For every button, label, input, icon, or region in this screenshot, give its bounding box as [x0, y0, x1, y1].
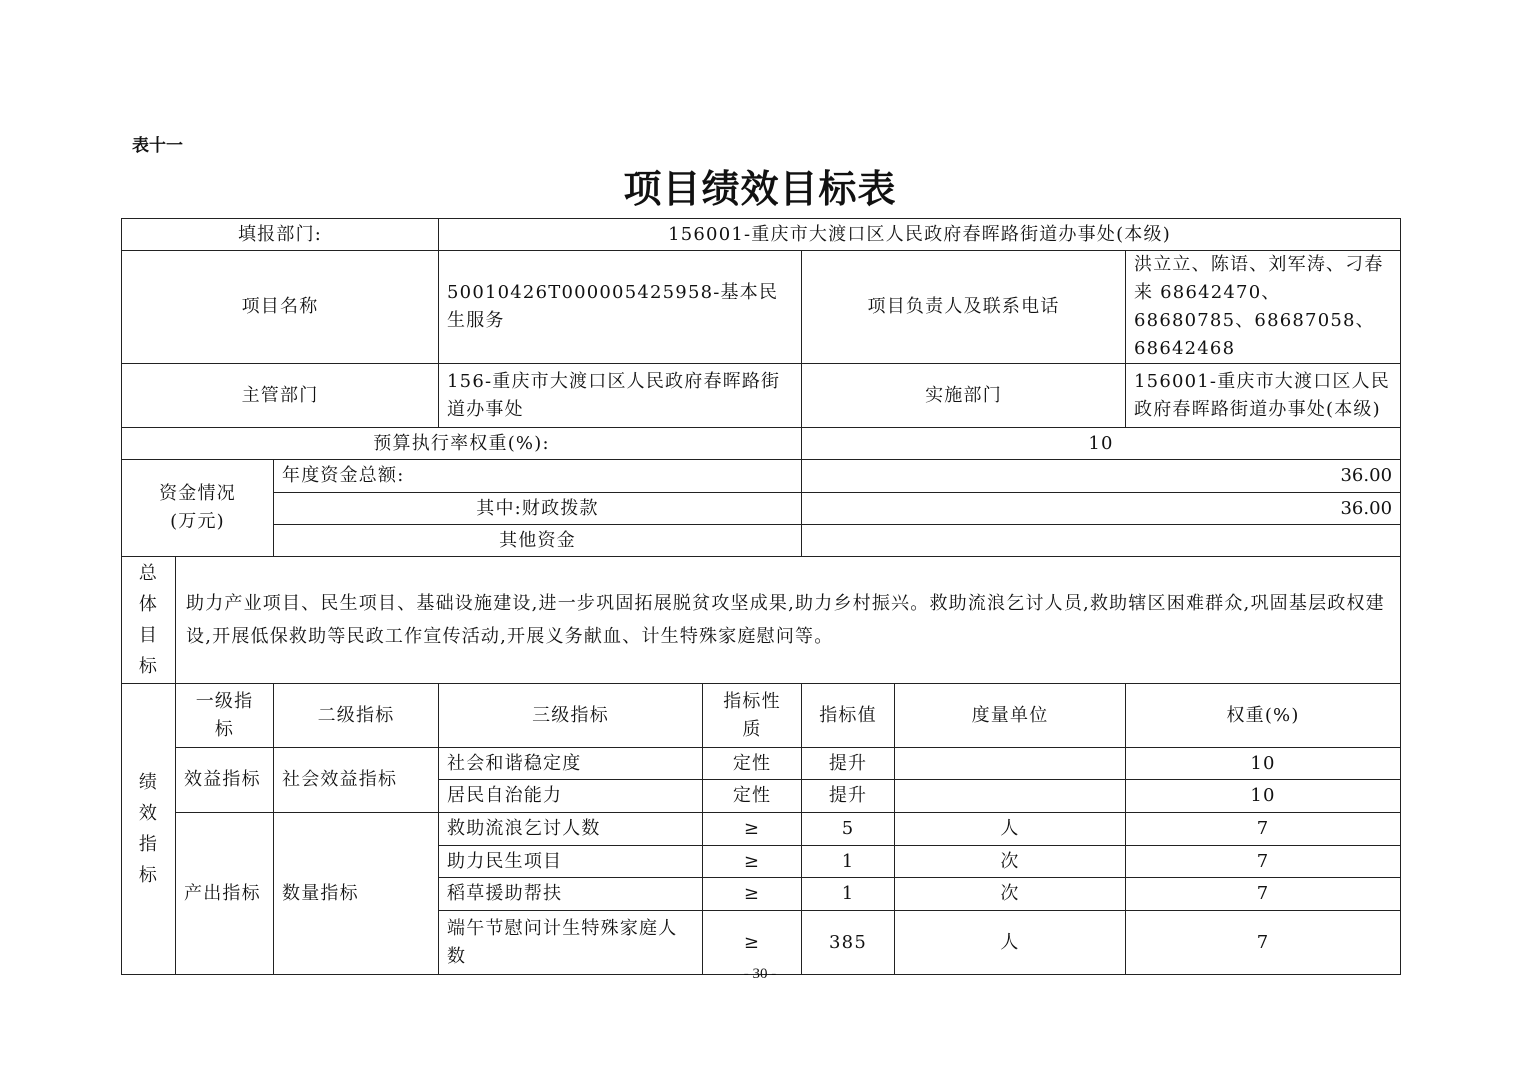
indicator-nature: ≥: [703, 878, 802, 911]
level2-social-benefit: 社会效益指标: [274, 748, 439, 813]
funds-total-row: [122, 460, 1401, 493]
overall-goal-label: [122, 557, 176, 684]
document-title: 项目绩效目标表: [623, 166, 897, 211]
reporting-dept-value: 156001-重庆市大渡口区人民政府春晖路街道办事处(本级): [439, 219, 1401, 251]
overall-goal-label-char: 总: [138, 563, 159, 584]
column-header-nature: 指标性质: [703, 684, 802, 748]
funds-fiscal-value: 36.00: [802, 493, 1401, 525]
indicator-section-label-char: 指: [138, 834, 159, 855]
contact-value: 洪立立、陈语、刘军涛、刁春来 68642470、68680785、68687058、68642468: [1126, 251, 1401, 364]
reporting-dept-label: 填报部门:: [122, 219, 439, 251]
indicator-unit: [895, 748, 1126, 780]
indicator-value: 提升: [802, 748, 895, 780]
project-name-label: 项目名称: [122, 251, 439, 364]
level3-indicator: 稻草援助帮扶: [439, 878, 703, 911]
column-header-unit: 度量单位: [895, 684, 1126, 748]
indicator-nature: 定性: [703, 748, 802, 780]
project-name-value: 50010426T000005425958-基本民生服务: [439, 251, 802, 364]
indicator-value: 5: [802, 813, 895, 846]
column-header-weight: 权重(%): [1126, 684, 1401, 748]
budget-weight-value: 10: [802, 428, 1401, 460]
indicator-nature: 定性: [703, 780, 802, 813]
column-header-level2: 二级指标: [274, 684, 439, 748]
indicator-weight: 10: [1126, 780, 1401, 813]
funds-fiscal-label: 其中:财政拨款: [274, 493, 802, 525]
indicator-value: 385: [802, 911, 895, 975]
level3-indicator: 社会和谐稳定度: [439, 748, 703, 780]
indicator-row: [122, 813, 1401, 846]
supervising-dept-label: 主管部门: [122, 364, 439, 428]
indicator-nature: ≥: [703, 813, 802, 846]
reporting-dept-row: [122, 219, 1401, 251]
implementing-dept-label: 实施部门: [802, 364, 1126, 428]
indicator-unit: [895, 780, 1126, 813]
overall-goal-label-char: 目: [138, 625, 159, 646]
funds-other-label: 其他资金: [274, 525, 802, 557]
level3-indicator: 端午节慰问计生特殊家庭人数: [439, 911, 703, 975]
level3-indicator: 助力民生项目: [439, 846, 703, 878]
indicator-section-label: [122, 684, 176, 975]
overall-goal-row: [122, 557, 1401, 684]
funds-label: 资金情况(万元): [122, 460, 274, 557]
indicator-value: 提升: [802, 780, 895, 813]
supervising-dept-value: 156-重庆市大渡口区人民政府春晖路街道办事处: [439, 364, 802, 428]
overall-goal-text: 助力产业项目、民生项目、基础设施建设,进一步巩固拓展脱贫攻坚成果,助力乡村振兴。救助流浪乞讨人员,救助辖区困难群众,巩固基层政权建设,开展低保救助等民政工作宣传活动,开展义务献血、计生特殊家庭慰问等。: [176, 557, 1401, 684]
level1-output: 产出指标: [176, 813, 274, 975]
table-label: 表十一: [132, 136, 183, 156]
indicator-unit: 人: [895, 911, 1126, 975]
page-number: - 30 -: [743, 966, 777, 982]
column-header-level3: 三级指标: [439, 684, 703, 748]
indicator-unit: 次: [895, 846, 1126, 878]
level2-quantity: 数量指标: [274, 813, 439, 975]
overall-goal-label-char: 体: [138, 594, 159, 615]
indicator-header-row: [122, 684, 1401, 748]
indicator-section-label-char: 绩: [138, 772, 159, 793]
indicator-nature: ≥: [703, 911, 802, 975]
funds-fiscal-row: [122, 493, 1401, 525]
indicator-section-label-char: 效: [138, 803, 159, 824]
funds-total-label: 年度资金总额:: [274, 460, 802, 493]
column-header-level1: 一级指标: [176, 684, 274, 748]
funds-total-value: 36.00: [802, 460, 1401, 493]
level3-indicator: 救助流浪乞讨人数: [439, 813, 703, 846]
level3-indicator: 居民自治能力: [439, 780, 703, 813]
indicator-weight: 7: [1126, 846, 1401, 878]
indicator-weight: 7: [1126, 878, 1401, 911]
indicator-nature: ≥: [703, 846, 802, 878]
funds-other-row: [122, 525, 1401, 557]
budget-weight-label: 预算执行率权重(%):: [122, 428, 802, 460]
funds-other-value: [802, 525, 1401, 557]
indicator-section-label-char: 标: [138, 865, 159, 886]
indicator-value: 1: [802, 846, 895, 878]
overall-goal-label-char: 标: [138, 656, 159, 677]
indicator-weight: 7: [1126, 813, 1401, 846]
indicator-unit: 人: [895, 813, 1126, 846]
indicator-row: [122, 748, 1401, 780]
indicator-unit: 次: [895, 878, 1126, 911]
column-header-value: 指标值: [802, 684, 895, 748]
department-row: [122, 364, 1401, 428]
implementing-dept-value: 156001-重庆市大渡口区人民政府春晖路街道办事处(本级): [1126, 364, 1401, 428]
performance-goal-table: [121, 218, 1401, 975]
indicator-weight: 10: [1126, 748, 1401, 780]
indicator-value: 1: [802, 878, 895, 911]
budget-weight-row: [122, 428, 1401, 460]
indicator-weight: 7: [1126, 911, 1401, 975]
level1-benefit: 效益指标: [176, 748, 274, 813]
contact-label: 项目负责人及联系电话: [802, 251, 1126, 364]
project-name-row: [122, 251, 1401, 364]
